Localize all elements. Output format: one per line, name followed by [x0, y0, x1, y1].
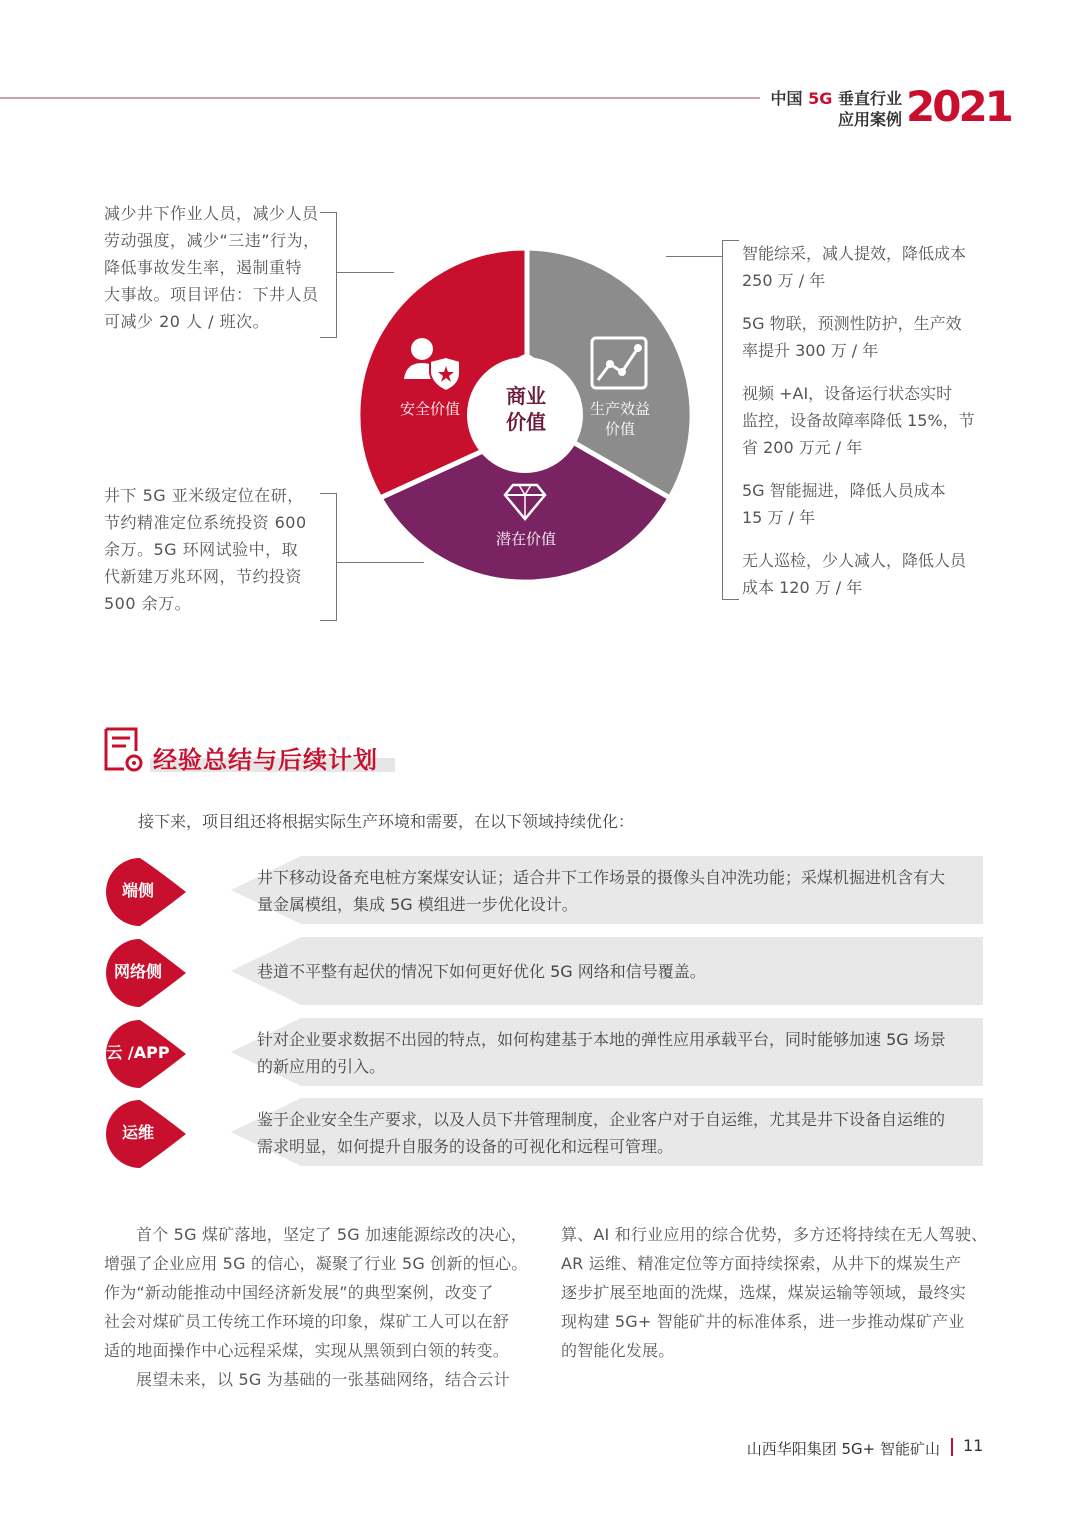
left-bottom-bracket	[320, 493, 337, 621]
body-col1-p1: 首个 5G 煤矿落地，坚定了 5G 加速能源综改的决心， 增强了企业应用 5G 的信心，凝聚了行业 5G 创新的恒心。 作为“新动能推动中国经济新发展”的典型案例，改变了 社会对煤矿员工传统工作环境的印象，煤矿工人可以在舒 适的地面操作中心远程采煤，实现从黑领到白领的转变。	[104, 1225, 528, 1360]
plan-row-cloud	[96, 1018, 984, 1090]
segment-label-potential: 潜在价值	[495, 530, 556, 548]
plan-row-terminal	[96, 856, 984, 928]
left-top-bracket	[320, 212, 337, 338]
right-connector	[666, 256, 722, 257]
header-year: 2021	[906, 82, 1011, 131]
row-label: 云 /APP	[106, 1043, 170, 1062]
right-item-4: 5G 智能掘进，降低人员成本 15 万 / 年	[742, 481, 946, 527]
row-text: 鉴于企业安全生产要求，以及人员下井管理制度，企业客户对于自运维，尤其是井下设备自运维的 需求明显，如何提升自服务的设备的可视化和远程可管理。	[257, 1110, 946, 1156]
right-item-5: 无人巡检，少人减人，降低人员 成本 120 万 / 年	[742, 551, 967, 597]
section-intro: 接下来，项目组还将根据实际生产环境和需要，在以下领域持续优化：	[138, 812, 635, 831]
row-label: 端侧	[121, 881, 154, 900]
body-col1-p2: 展望未来，以 5G 为基础的一张基础网络，结合云计	[136, 1370, 510, 1389]
document-settings-icon	[102, 725, 146, 773]
left-bottom-text: 井下 5G 亚米级定位在研， 节约精准定位系统投资 600 余万。5G 环网试验中，取 代新建万兆环网，节约投资 500 余万。	[104, 486, 307, 613]
left-top-text: 减少井下作业人员，减少人员 劳动强度，减少“三违”行为， 降低事故发生率，遏制重特 大事故。项目评估：下井人员 可减少 20 人 / 班次。	[104, 204, 320, 331]
left-bottom-connector	[336, 562, 424, 563]
section-title: 经验总结与后续计划	[153, 746, 378, 774]
center-label: 商业 价值	[506, 384, 546, 434]
row-label: 网络侧	[113, 962, 162, 981]
right-item-2: 5G 物联，预测性防护，生产效 率提升 300 万 / 年	[742, 314, 962, 360]
page-number: 11	[963, 1436, 984, 1455]
right-item-3: 视频 +AI，设备运行状态实时 监控，设备故障率降低 15%，节 省 200 万元 / 年	[742, 384, 975, 457]
footer-separator	[951, 1438, 953, 1456]
footer-text: 山西华阳集团 5G+ 智能矿山	[746, 1440, 940, 1458]
row-text: 针对企业要求数据不出园的特点，如何构建基于本地的弹性应用承载平台，同时能够加速 5G 场景 的新应用的引入。	[257, 1030, 946, 1076]
header-rule	[0, 97, 760, 99]
row-text: 巷道不平整有起伏的情况下如何更好优化 5G 网络和信号覆盖。	[257, 962, 706, 981]
segment-label-production: 生产效益 价值	[589, 400, 650, 438]
plan-row-network	[96, 937, 984, 1009]
right-bracket	[722, 240, 739, 600]
left-top-connector	[336, 272, 394, 273]
row-label: 运维	[121, 1123, 154, 1142]
body-col2: 算、AI 和行业应用的综合优势，多方还将持续在无人驾驶、 AR 运维、精准定位等方面持续探索，从井下的煤炭生产 逐步扩展至地面的洗煤，选煤，煤炭运输等领域，最终实 现构建 5G+ 智能矿井的标准体系，进一步推动煤矿产业 的智能化发展。	[561, 1225, 988, 1360]
plan-row-ops	[96, 1098, 984, 1170]
right-item-1: 智能综采，减人提效，降低成本 250 万 / 年	[742, 244, 967, 290]
header-title: 中国 5G 垂直行业 应用案例	[770, 89, 902, 129]
row-text: 井下移动设备充电桩方案煤安认证；适合井下工作场景的摄像头自冲洗功能；采煤机掘进机含有大 量金属模组，集成 5G 模组进一步优化设计。	[257, 868, 946, 914]
segment-label-safety: 安全价值	[399, 400, 460, 418]
